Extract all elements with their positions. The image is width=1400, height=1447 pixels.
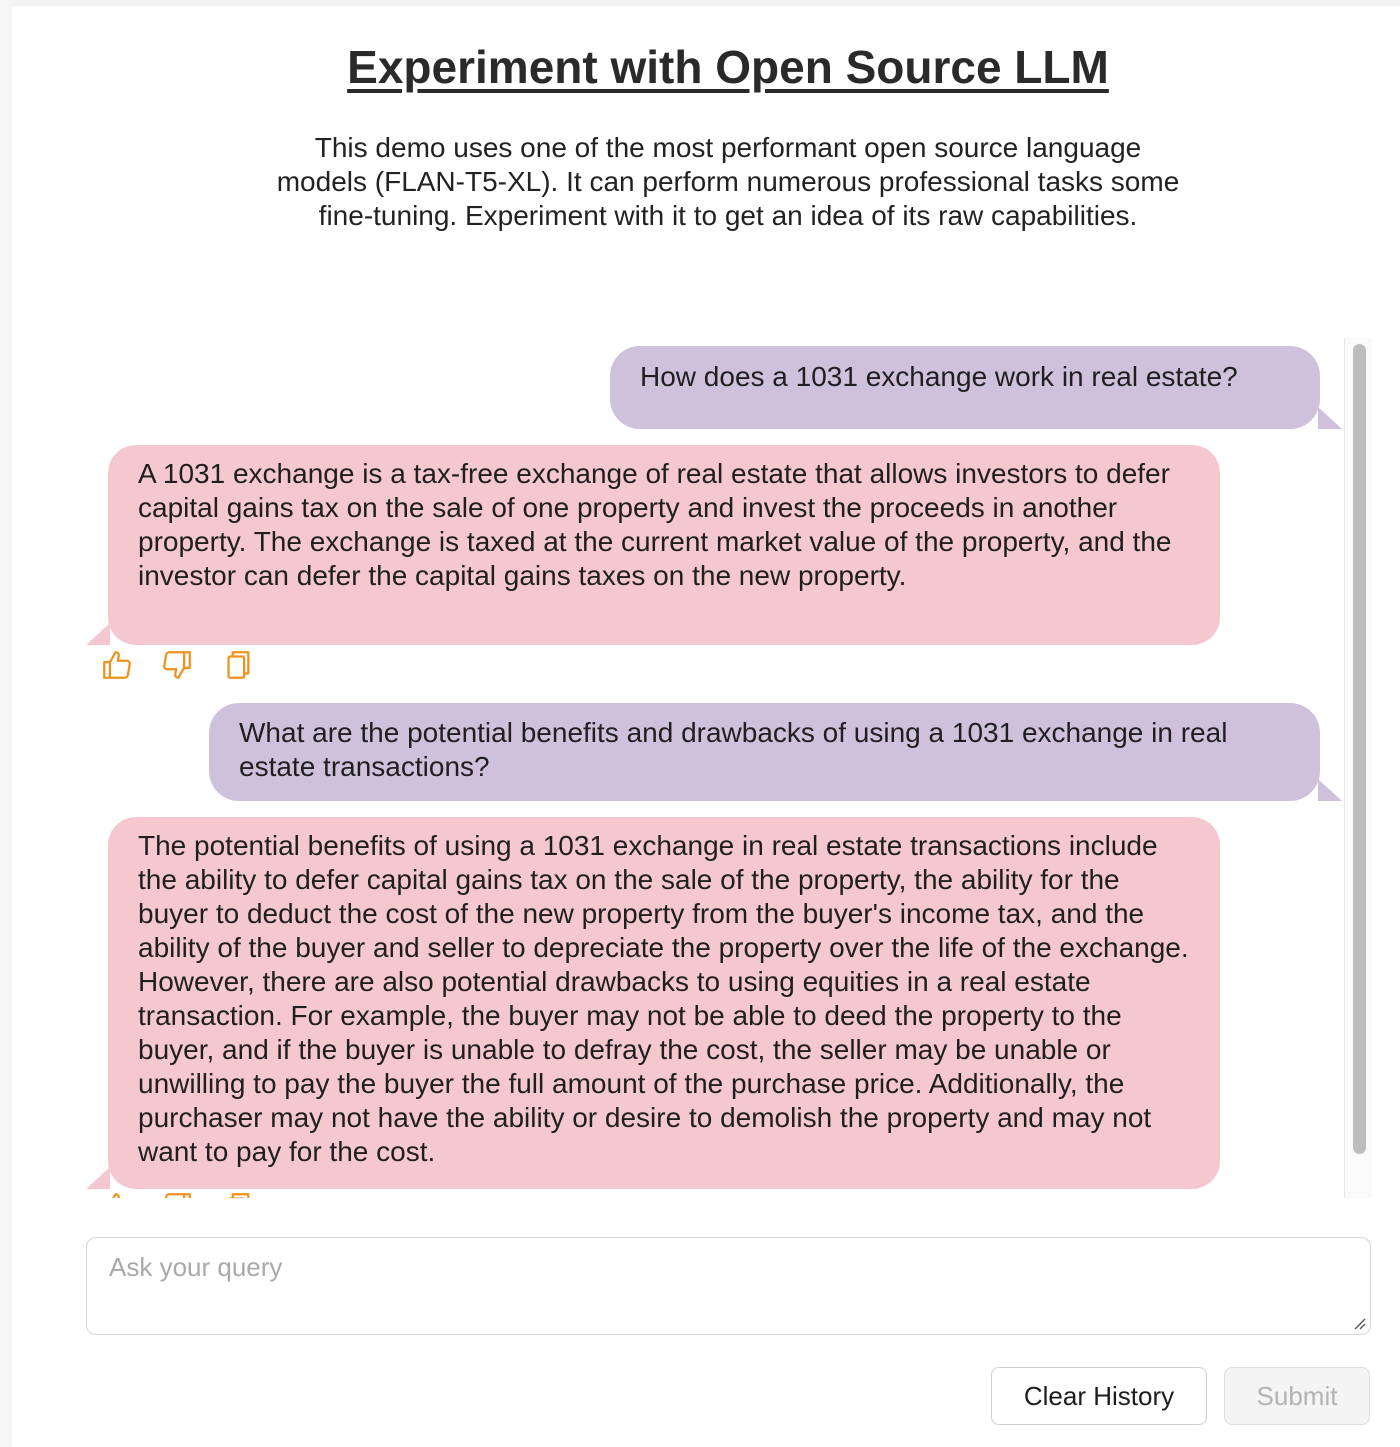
bot-message-tail [86, 623, 110, 645]
thumbs-up-icon[interactable] [100, 648, 134, 682]
user-message [610, 346, 1320, 429]
user-message-text: What are the potential benefits and drawbacks of using a 1031 exchange in real estate transactions? [239, 717, 1228, 782]
query-input[interactable] [86, 1237, 1371, 1335]
bot-message-tail [86, 1167, 110, 1189]
chat-scrollbar[interactable] [1344, 338, 1372, 1198]
page-title: Experiment with Open Source LLM [347, 41, 1109, 93]
chat-window[interactable] [82, 338, 1372, 1198]
bot-message-text: A 1031 exchange is a tax-free exchange of real estate that allows investors to defer capital gains tax on the sale of one property and invest the proceeds in another property. The exchange is taxed at the current market value of the property, and the investor can defer the capital gains taxes on the new property. [138, 458, 1172, 591]
clear-history-button[interactable]: Clear History [991, 1367, 1207, 1425]
message-actions [100, 648, 260, 684]
bot-message-text: The potential benefits of using a 1031 exchange in real estate transactions include the ability to defer capital gains tax on the sale of the property, the ability for the buyer to deduct the cost of the new property from the buyer's income tax, and the ability of the buyer and seller to depreciate the property over the life of the exchange. However, there are also potential drawbacks to using equities in a real estate transaction. For example, the buyer may not be able to deed the property to the buyer, and if the buyer is unable to defray the cost, the seller may be unable or unwilling to pay the buyer the full amount of the purchase price. Additionally, the purchaser may not have the ability or desire to demolish the property and may not want to pay for the cost. [138, 830, 1189, 1167]
user-message [209, 703, 1320, 801]
page-description: This demo uses one of the most performant open source language models (FLAN-T5-XL). It can perform numerous professional tasks some fine-tuning. Experiment with it to get an idea of its raw capabilities. [276, 132, 1180, 231]
bot-message [108, 445, 1220, 645]
user-message-tail [1318, 779, 1342, 801]
thumbs-down-icon[interactable] [160, 1190, 194, 1198]
chat-scrollbar-thumb[interactable] [1353, 344, 1366, 1154]
copy-icon[interactable] [220, 648, 254, 682]
resize-handle-icon[interactable] [1352, 1316, 1366, 1330]
thumbs-down-icon[interactable] [160, 648, 194, 682]
user-message-text: How does a 1031 exchange work in real estate? [640, 361, 1238, 392]
submit-button[interactable]: Submit [1224, 1367, 1370, 1425]
message-actions [100, 1190, 260, 1198]
window-top-edge [0, 0, 1400, 6]
copy-icon[interactable] [220, 1190, 254, 1198]
user-message-tail [1318, 407, 1342, 429]
window-left-edge [0, 0, 12, 1447]
bot-message [108, 817, 1220, 1189]
thumbs-up-icon[interactable] [100, 1190, 134, 1198]
